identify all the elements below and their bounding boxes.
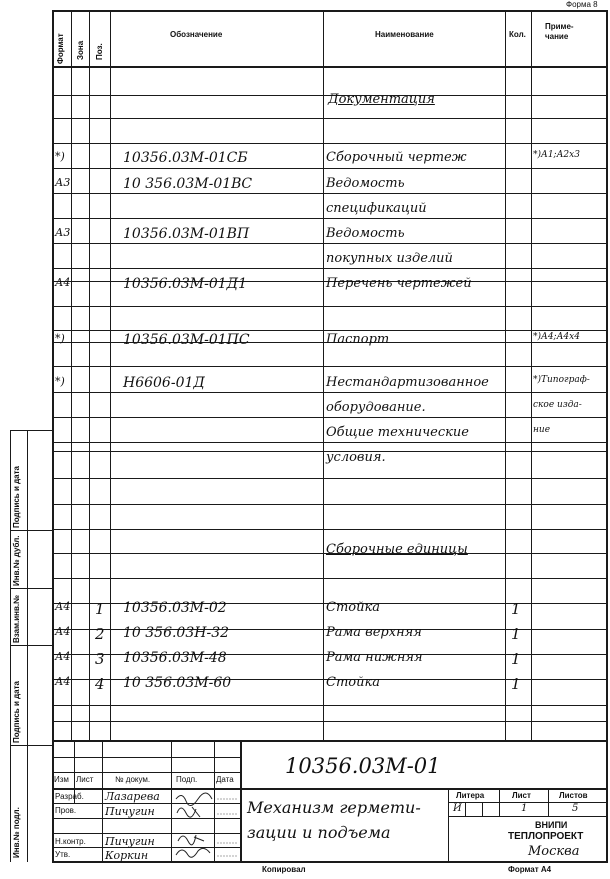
stamp-docnum: № докум. [115, 775, 151, 784]
org-line-1: ВНИПИ [535, 820, 568, 830]
title-line-2: зации и подъема [247, 823, 391, 842]
col-zone-header: Зона [76, 40, 85, 60]
row-pos: 1 [95, 600, 105, 618]
row-designation: 10356.03М-01ВП [123, 226, 250, 242]
city: Москва [528, 844, 580, 859]
role-norm-control: Н.контр. [55, 837, 86, 846]
row-note: *)А1;А2х3 [533, 150, 580, 160]
row-designation: 10 356.03М-01ВС [123, 176, 253, 192]
row-designation: 10356.03М-01СБ [123, 150, 248, 166]
row-qty: 1 [511, 650, 521, 668]
row-qty: 1 [511, 675, 521, 693]
row-qty: 1 [511, 625, 521, 643]
row-name: Нестандартизованное [326, 375, 489, 390]
row-name: Ведомость [326, 226, 405, 241]
sign-dates [215, 789, 240, 861]
form-label: Форма 8 [566, 0, 598, 9]
row-name: условия. [326, 450, 386, 465]
col-qty-header: Кол. [509, 30, 526, 39]
row-pos: 4 [95, 675, 105, 693]
side-label-replace-inv: Взам.инв.№ [12, 594, 21, 643]
title-line-1: Механизм гермети- [247, 798, 421, 817]
row-format: А4 [55, 650, 71, 663]
sheets-label: Листов [559, 791, 588, 800]
row-designation: 10 356.03М-60 [123, 675, 232, 691]
row-qty: 1 [511, 600, 521, 618]
row-designation: 10356.03М-02 [123, 600, 227, 616]
row-format: *) [55, 332, 65, 345]
col-format-header: Формат [56, 33, 65, 64]
row-name: Рама верхняя [326, 625, 422, 640]
row-name: Документация [328, 92, 435, 107]
col-designation-header: Обозначение [170, 30, 223, 39]
col-name-header: Наименование [375, 30, 434, 39]
row-pos: 2 [95, 625, 105, 643]
sheet-value: 1 [521, 803, 528, 814]
litera-value: И [453, 803, 462, 814]
side-label-orig-inv: Инв.№ подл. [12, 807, 21, 858]
row-format: А3 [55, 176, 71, 189]
row-designation: 10356.03М-48 [123, 650, 227, 666]
stamp-date: Дата [216, 775, 234, 784]
row-name: покупных изделий [326, 251, 453, 266]
stamp-sign: Подп. [176, 775, 198, 784]
sheets-value: 5 [572, 803, 579, 814]
row-format: А4 [55, 675, 71, 688]
row-note: ние [533, 425, 551, 435]
row-name: Стойка [326, 675, 380, 690]
row-designation: 10356.03М-01Д1 [123, 276, 247, 292]
row-name: Рама нижняя [326, 650, 423, 665]
row-name: Сборочные единицы [326, 542, 468, 557]
row-designation: 10356.03М-01ПС [123, 332, 250, 348]
side-label-sign-date: Подпись и дата [12, 466, 21, 528]
stamp-list: Лист [76, 775, 94, 784]
litera-label: Литера [456, 791, 485, 800]
row-note: *)А4;А4х4 [533, 332, 580, 342]
row-name: Сборочный чертеж [326, 150, 467, 165]
row-note: ское изда- [533, 400, 582, 410]
row-name: Общие технические [326, 425, 469, 440]
norm-control-name: Пичугин [105, 835, 155, 848]
row-name: Стойка [326, 600, 380, 615]
row-format: *) [55, 150, 65, 163]
row-designation: 10 356.03Н-32 [123, 625, 230, 641]
row-format: А4 [55, 600, 71, 613]
sheet-label: Лист [512, 791, 531, 800]
footer-copied: Копировал [262, 865, 306, 874]
signatures [172, 789, 214, 861]
col-note-header: Приме- чание [545, 22, 574, 41]
row-designation: Н6606-01Д [123, 375, 205, 391]
row-format: А4 [55, 625, 71, 638]
row-format: А4 [55, 276, 71, 289]
row-format: *) [55, 375, 65, 388]
row-name: Ведомость [326, 176, 405, 191]
row-note: *)Типограф- [533, 375, 590, 385]
row-name: спецификаций [326, 201, 427, 216]
row-name: оборудование. [326, 400, 426, 415]
row-name: Перечень чертежей [326, 276, 472, 291]
footer-format: Формат А4 [508, 865, 552, 874]
approver-name: Коркин [105, 849, 149, 862]
doc-number: 10356.03М-01 [285, 754, 441, 778]
checker-name: Пичугин [105, 805, 155, 818]
role-checker: Пров. [55, 806, 77, 815]
row-pos: 3 [95, 650, 105, 668]
side-label-sign-date-2: Подпись и дата [12, 681, 21, 743]
role-approver: Утв. [55, 850, 71, 859]
row-name: Паспорт [326, 332, 390, 347]
side-label-dup-inv: Инв.№ дубл. [12, 535, 21, 586]
developer-name: Лазарева [105, 790, 160, 803]
role-developer: Разраб. [55, 792, 84, 801]
stamp-izm: Изм [54, 775, 69, 784]
col-pos-header: Поз. [95, 43, 104, 60]
org-line-2: ТЕПЛОПРОЕКТ [508, 831, 584, 842]
row-format: А3 [55, 226, 71, 239]
